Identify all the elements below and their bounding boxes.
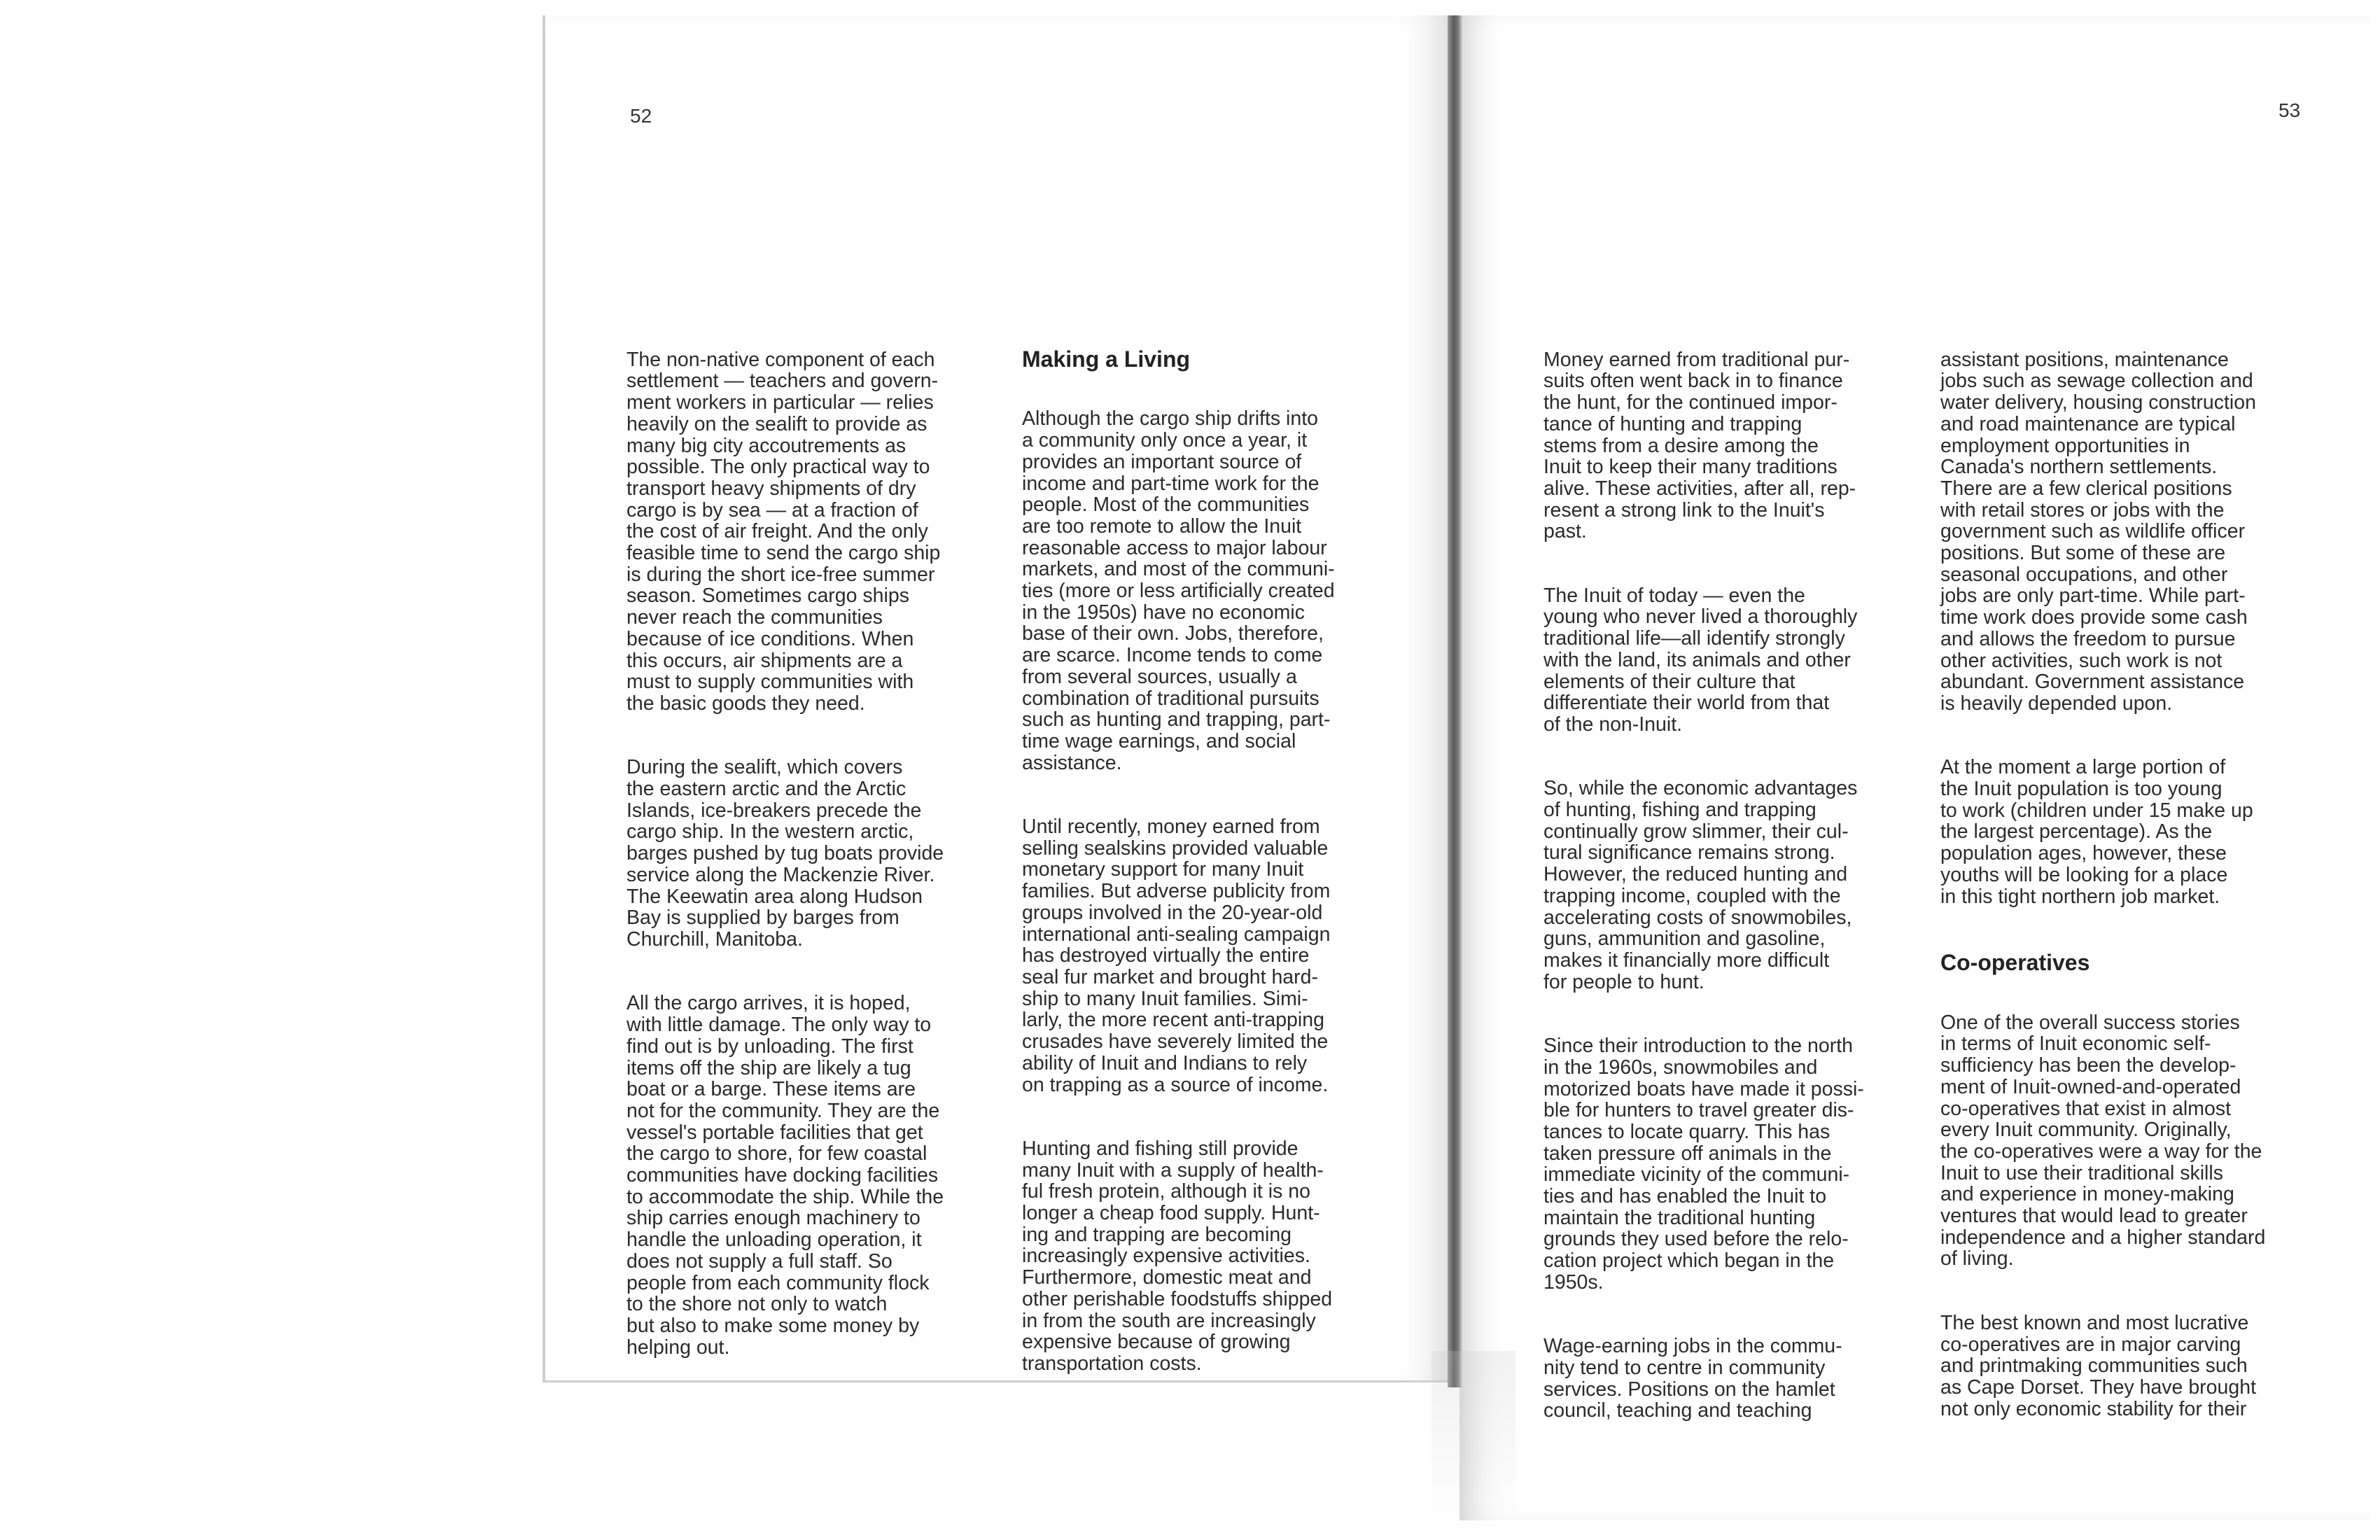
- right-page-number: 53: [2278, 99, 2301, 121]
- section-heading-co-operatives: Co-operatives: [1940, 949, 2090, 975]
- paragraph: Since their introduction to the north in the 1960s, snowmobiles and motorized boats have made it possi- ble for hunters to travel greater dis- tances to locate quarry. This has taken pressure off animals in the immediate vicinity of the communi- ties and has enabled the Inuit to maintain the traditional hunting grounds they used before the relo- cation project which began in the 1950s.: [1544, 1035, 1864, 1294]
- paragraph: The Inuit of today — even the young who never lived a thoroughly traditional life—all identify strongly with the land, its animals and other elements of their culture that differentiate their world from that of the non-Inuit.: [1544, 584, 1858, 736]
- paragraph: Hunting and fishing still provide many Inuit with a supply of health- ful fresh protein, although it is no longer a cheap food supply. Hunt- ing and trapping are becoming increasingly expensive activities. Furthermore, domestic meat and other perishable foodstuffs shipped in from the south are increasingly expensive because of growing transportation costs.: [1022, 1137, 1333, 1375]
- gutter-shadow: [1432, 1351, 1516, 1533]
- book-gutter: [1448, 15, 1463, 1387]
- paragraph: The non-native component of each settlement — teachers and govern- ment workers in particular — relies heavily on the sealift to provide as many big city accoutrements as possible. The only practical way to transport heavy shipments of dry cargo is by sea — at a fraction of the cost of air freight. And the only feasible time to send the cargo ship is during the short ice-free summer season. Sometimes cargo ships never reach the communities because of ice conditions. When this occurs, air shipments are a must to supply communities with the basic goods they need.: [626, 348, 941, 715]
- paragraph: Until recently, money earned from selling sealskins provided valuable monetary support for many Inuit families. But adverse publicity from groups involved in the 20-year-old international anti-sealing campaign has destroyed virtually the entire seal fur market and brought hard- ship to many Inuit families. Simi- larly, the more recent anti-trapping crusades have severely limited the ability of Inuit and Indians to rely on trapping as a source of income.: [1022, 816, 1331, 1096]
- paragraph: The best known and most lucrative co-operatives are in major carving and printmaking communities such as Cape Dorset. They have brought not only economic stability for their: [1940, 1311, 2256, 1420]
- paragraph: Money earned from traditional pur- suits often went back in to finance the hunt, for the continued impor- tance of hunting and trapping stems from a desire among the Inuit to keep their many traditions alive. These activities, after all, rep- resent a strong link to the Inuit's past.: [1544, 348, 1856, 543]
- paragraph: During the sealift, which covers the eastern arctic and the Arctic Islands, ice-breakers precede the cargo ship. In the western arctic, barges pushed by tug boats provide service along the Mackenzie River. The Keewatin area along Hudson Bay is supplied by barges from Churchill, Manitoba.: [626, 756, 944, 951]
- paragraph: At the moment a large portion of the Inuit population is too young to work (children under 15 make up the largest percentage). As the population ages, however, these youths will be looking for a place in this tight northern job market.: [1940, 756, 2253, 908]
- paragraph: One of the overall success stories in terms of Inuit economic self- sufficiency has been the develop- ment of Inuit-owned-and-operated co-operatives that exist in almost every Inuit community. Originally, the co-operatives were a way for the Inuit to use their traditional skills and experience in money-making ventures that would lead to greater independence and a higher standard of living.: [1940, 1011, 2266, 1270]
- section-heading-making-a-living: Making a Living: [1022, 346, 1191, 372]
- paragraph: Wage-earning jobs in the commu- nity tend to centre in community services. Positions on the hamlet council, teaching and teaching: [1544, 1335, 1842, 1422]
- paragraph: assistant positions, maintenance jobs such as sewage collection and water delivery, housing construction and road maintenance are typical employment opportunities in Canada's northern settlements. There are a few clerical positions with retail stores or jobs with the government such as wildlife officer positions. But some of these are seasonal occupations, and other jobs are only part-time. While part- time work does provide some cash and allows the freedom to pursue other activities, such work is not abundant. Government assistance is heavily depended upon.: [1940, 348, 2256, 715]
- left-page-column-1: [626, 328, 990, 1401]
- paragraph: All the cargo arrives, it is hoped, with little damage. The only way to find out is by unloading. The first items off the ship are likely a tug boat or a barge. These items are not for the community. They are the vessel's portable facilities that get the cargo to shore, for few coastal communities have docking facilities to accommodate the ship. While the ship carries enough machinery to handle the unloading operation, it does not supply a full staff. So people from each community flock to the shore not only to watch but also to make some money by helping out.: [626, 992, 944, 1359]
- left-page-column-2: [1022, 325, 1386, 1417]
- right-page-column-1: [1544, 328, 1907, 1464]
- paragraph: So, while the economic advantages of hunting, fishing and trapping continually grow slimmer, their cul- tural significance remains strong. However, the reduced hunting and trapping income, coupled with the accelerating costs of snowmobiles, guns, ammunition and gasoline, makes it financially more difficult for people to hunt.: [1544, 777, 1858, 993]
- left-page-number: 52: [630, 105, 652, 127]
- paragraph: Although the cargo ship drifts into a community only once a year, it provides an important source of income and part-time work for the people. Most of the communities are too remote to allow the Inuit reasonable access to major labour markets, and most of the communi- ties (more or less artificially created in the 1950s) have no economic base of their own. Jobs, therefore, are scarce. Income tends to come from several sources, usually a combination of traditional pursuits such as hunting and trapping, part- time wage earnings, and social assistance.: [1022, 407, 1335, 774]
- right-page-column-2: [1940, 328, 2304, 1462]
